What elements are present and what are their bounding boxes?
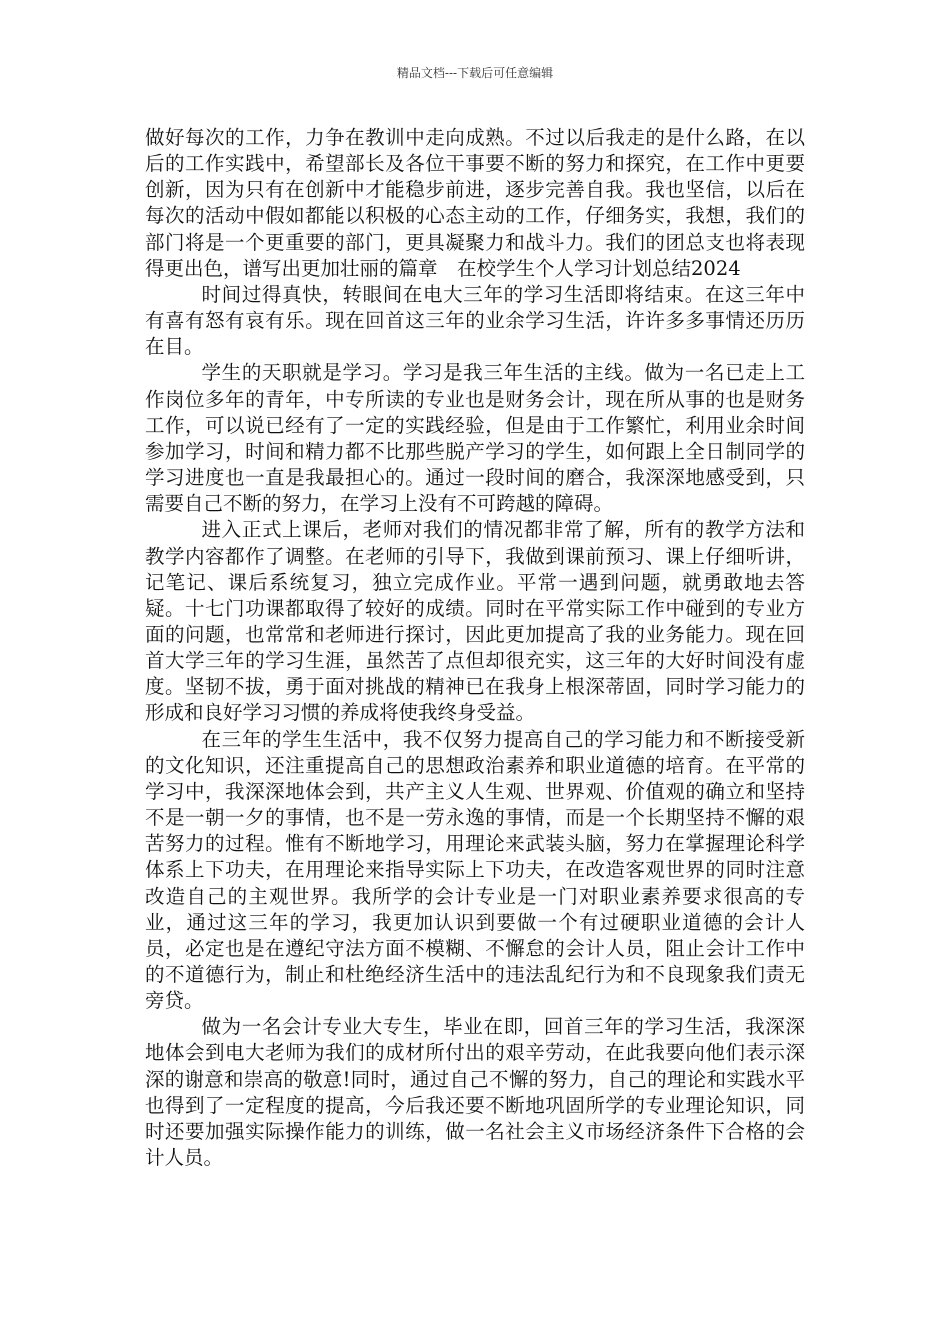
- paragraph: 在三年的学生生活中，我不仅努力提高自己的学习能力和不断接受新的文化知识，还注重提高自己的思想政治素养和职业道德的培育。在平常的学习中，我深深地体会到，共产主义人生观、世界观、价值观的确立和坚持不是一朝一夕的事情，也不是一劳永逸的事情，而是一个长期坚持不懈的艰苦努力的过程。惟有不断地学习，用理论来武装头脑，努力在掌握理论科学体系上下功夫，在用理论来指导实际上下功夫，在改造客观世界的同时注意改造自己的主观世界。我所学的会计专业是一门对职业素养要求很高的专业，通过这三年的学习，我更加认识到要做一个有过硬职业道德的会计人员，必定也是在遵纪守法方面不模糊、不懈怠的会计人员，阻止会计工作中的不道德行为，制止和杜绝经济生活中的违法乱纪行为和不良现象我们责无旁贷。: [145, 727, 805, 1013]
- paragraph: 学生的天职就是学习。学习是我三年生活的主线。做为一名已走上工作岗位多年的青年，中专所读的专业也是财务会计，现在所从事的也是财务工作，可以说已经有了一定的实践经验，但是由于工作繁忙，利用业余时间参加学习，时间和精力都不比那些脱产学习的学生，如何跟上全日制同学的学习进度也一直是我最担心的。通过一段时间的磨合，我深深地感受到，只需要自己不断的努力，在学习上没有不可跨越的障碍。: [145, 361, 805, 516]
- paragraph: 做好每次的工作，力争在教训中走向成熟。不过以后我走的是什么路，在以后的工作实践中，希望部长及各位干事要不断的努力和探究，在工作中更要创新，因为只有在创新中才能稳步前进，逐步完善自我。我也坚信，以后在每次的活动中假如都能以积极的心态主动的工作，仔细务实，我想，我们的部门将是一个更重要的部门，更具凝聚力和战斗力。我们的团总支也将表现得更出色，谱写出更加壮丽的篇章 在校学生个人学习计划总结2024: [145, 126, 805, 280]
- document-body: [145, 125, 805, 1171]
- page-header: 精品文档---下载后可任意编辑: [396, 66, 554, 80]
- paragraph: 时间过得真快，转眼间在电大三年的学习生活即将结束。在这三年中有喜有怒有哀有乐。现在回首这三年的业余学习生活，许许多多事情还历历在目。: [145, 282, 805, 359]
- paragraph: 进入正式上课后，老师对我们的情况都非常了解，所有的教学方法和教学内容都作了调整。在老师的引导下，我做到课前预习、课上仔细听讲，记笔记、课后系统复习，独立完成作业。平常一遇到问题，就勇敢地去答疑。十七门功课都取得了较好的成绩。同时在平常实际工作中碰到的专业方面的问题，也常常和老师进行探讨，因此更加提高了我的业务能力。现在回首大学三年的学习生涯，虽然苦了点但却很充实，这三年的大好时间没有虚度。坚韧不拔，勇于面对挑战的精神已在我身上根深蒂固，同时学习能力的形成和良好学习习惯的养成将使我终身受益。: [145, 518, 805, 725]
- paragraph: 做为一名会计专业大专生，毕业在即，回首三年的学习生活，我深深地体会到电大老师为我们的成材所付出的艰辛劳动，在此我要向他们表示深深的谢意和崇高的敬意!同时，通过自己不懈的努力，自己的理论和实践水平也得到了一定程度的提高，今后我还要不断地巩固所学的专业理论知识，同时还要加强实际操作能力的训练，做一名社会主义市场经济条件下合格的会计人员。: [145, 1015, 805, 1170]
